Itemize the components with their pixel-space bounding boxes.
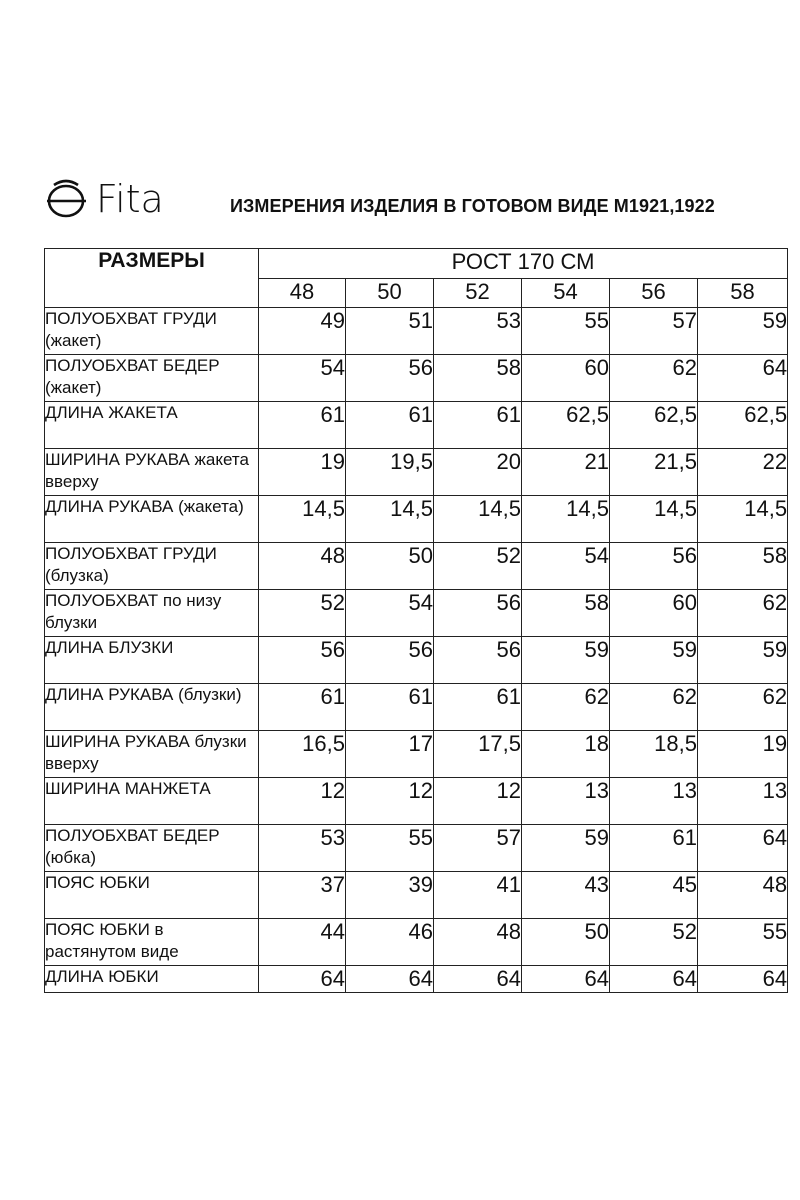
measurement-value: 64: [698, 825, 788, 872]
table-row: [45, 402, 788, 449]
measurement-value: 56: [434, 637, 522, 684]
measurement-value: 58: [698, 543, 788, 590]
measurement-value: 14,5: [610, 496, 698, 543]
measurement-label: ПОЯС ЮБКИ в растянутом виде: [45, 919, 259, 966]
measurement-value: 64: [698, 355, 788, 402]
measurement-value: 54: [346, 590, 434, 637]
measurement-rows: [45, 308, 788, 993]
size-column-header: 56: [610, 279, 698, 308]
measurement-value: 62,5: [522, 402, 610, 449]
table-row: [45, 778, 788, 825]
measurement-value: 54: [259, 355, 346, 402]
size-column-header: 54: [522, 279, 610, 308]
measurement-label: ДЛИНА РУКАВА (блузки): [45, 684, 259, 731]
measurement-value: 12: [434, 778, 522, 825]
table-row: [45, 684, 788, 731]
measurement-label: ПОЛУОБХВАТ по низу блузки: [45, 590, 259, 637]
measurement-value: 60: [610, 590, 698, 637]
measurement-value: 43: [522, 872, 610, 919]
measurement-value: 59: [610, 637, 698, 684]
measurement-value: 62: [698, 684, 788, 731]
measurement-value: 46: [346, 919, 434, 966]
measurement-value: 58: [434, 355, 522, 402]
measurement-value: 56: [346, 637, 434, 684]
table-row: [45, 590, 788, 637]
measurement-label: ПОЛУОБХВАТ ГРУДИ (жакет): [45, 308, 259, 355]
measurement-value: 12: [346, 778, 434, 825]
measurement-value: 22: [698, 449, 788, 496]
measurement-value: 45: [610, 872, 698, 919]
measurement-value: 44: [259, 919, 346, 966]
measurement-value: 48: [434, 919, 522, 966]
measurement-value: 56: [610, 543, 698, 590]
measurement-value: 14,5: [522, 496, 610, 543]
measurement-value: 13: [610, 778, 698, 825]
table-row: [45, 543, 788, 590]
measurement-label: ДЛИНА ЮБКИ: [45, 966, 259, 993]
measurement-value: 56: [346, 355, 434, 402]
measurement-value: 64: [610, 966, 698, 993]
measurement-value: 18: [522, 731, 610, 778]
table-row: [45, 308, 788, 355]
measurement-value: 50: [346, 543, 434, 590]
measurement-value: 64: [522, 966, 610, 993]
measurement-value: 57: [434, 825, 522, 872]
measurement-value: 21,5: [610, 449, 698, 496]
table-row: [45, 496, 788, 543]
measurement-value: 13: [698, 778, 788, 825]
measurement-value: 61: [259, 684, 346, 731]
measurement-value: 60: [522, 355, 610, 402]
measurement-label: ПОЛУОБХВАТ ГРУДИ (блузка): [45, 543, 259, 590]
measurement-value: 62: [698, 590, 788, 637]
measurement-value: 64: [346, 966, 434, 993]
measurement-label: ПОЯС ЮБКИ: [45, 872, 259, 919]
brand-logo: [44, 176, 164, 222]
measurement-value: 20: [434, 449, 522, 496]
measurement-value: 51: [346, 308, 434, 355]
measurement-value: 64: [698, 966, 788, 993]
page-title: ИЗМЕРЕНИЯ ИЗДЕЛИЯ В ГОТОВОМ ВИДЕ М1921,1922: [230, 196, 715, 216]
measurement-value: 37: [259, 872, 346, 919]
table-row: [45, 919, 788, 966]
size-column-header: 58: [698, 279, 788, 308]
measurement-value: 19: [698, 731, 788, 778]
table-row: [45, 449, 788, 496]
measurement-value: 14,5: [434, 496, 522, 543]
brand-name: Fita: [96, 177, 164, 221]
measurement-value: 12: [259, 778, 346, 825]
measurement-value: 50: [522, 919, 610, 966]
table-row: [45, 825, 788, 872]
table-row: [45, 966, 788, 993]
measurement-value: 64: [434, 966, 522, 993]
measurement-value: 62,5: [610, 402, 698, 449]
measurement-value: 17: [346, 731, 434, 778]
measurement-value: 39: [346, 872, 434, 919]
fita-logo-icon: [44, 179, 90, 219]
measurement-label: ШИРИНА РУКАВА блузки вверху: [45, 731, 259, 778]
measurement-value: 52: [259, 590, 346, 637]
measurement-value: 14,5: [259, 496, 346, 543]
measurement-value: 62: [522, 684, 610, 731]
measurement-value: 58: [522, 590, 610, 637]
measurement-value: 61: [259, 402, 346, 449]
measurement-value: 52: [610, 919, 698, 966]
measurement-value: 17,5: [434, 731, 522, 778]
measurement-value: 62: [610, 684, 698, 731]
measurement-value: 53: [434, 308, 522, 355]
measurement-value: 61: [346, 402, 434, 449]
measurement-value: 59: [522, 637, 610, 684]
measurement-value: 64: [259, 966, 346, 993]
table-row: [45, 637, 788, 684]
measurement-label: ПОЛУОБХВАТ БЕДЕР (жакет): [45, 355, 259, 402]
measurement-value: 55: [346, 825, 434, 872]
table-row: [45, 731, 788, 778]
measurement-value: 62: [610, 355, 698, 402]
measurement-label: ШИРИНА РУКАВА жакета вверху: [45, 449, 259, 496]
measurement-value: 61: [434, 402, 522, 449]
measurement-value: 61: [610, 825, 698, 872]
measurement-value: 61: [346, 684, 434, 731]
measurement-value: 56: [259, 637, 346, 684]
measurement-value: 61: [434, 684, 522, 731]
measurement-value: 48: [259, 543, 346, 590]
measurement-label: ДЛИНА РУКАВА (жакета): [45, 496, 259, 543]
measurement-value: 59: [522, 825, 610, 872]
measurement-label: ДЛИНА БЛУЗКИ: [45, 637, 259, 684]
height-header: РОСТ 170 СМ: [259, 249, 788, 279]
measurement-value: 48: [698, 872, 788, 919]
measurement-value: 18,5: [610, 731, 698, 778]
measurement-value: 55: [698, 919, 788, 966]
measurement-value: 54: [522, 543, 610, 590]
table-row: [45, 872, 788, 919]
measurement-value: 41: [434, 872, 522, 919]
measurement-value: 59: [698, 637, 788, 684]
size-column-header: 52: [434, 279, 522, 308]
measurement-value: 14,5: [346, 496, 434, 543]
measurement-value: 62,5: [698, 402, 788, 449]
measurement-value: 16,5: [259, 731, 346, 778]
measurement-value: 59: [698, 308, 788, 355]
measurement-label: ПОЛУОБХВАТ БЕДЕР (юбка): [45, 825, 259, 872]
measurement-value: 19: [259, 449, 346, 496]
measurement-value: 55: [522, 308, 610, 355]
sizes-header: РАЗМЕРЫ: [45, 249, 259, 308]
measurement-value: 14,5: [698, 496, 788, 543]
measurement-value: 49: [259, 308, 346, 355]
table-row: [45, 355, 788, 402]
measurement-value: 13: [522, 778, 610, 825]
measurement-value: 19,5: [346, 449, 434, 496]
measurement-value: 21: [522, 449, 610, 496]
measurement-value: 57: [610, 308, 698, 355]
size-column-header: 48: [259, 279, 346, 308]
measurement-value: 52: [434, 543, 522, 590]
size-chart-table: [44, 248, 788, 993]
measurement-label: ДЛИНА ЖАКЕТА: [45, 402, 259, 449]
measurement-value: 53: [259, 825, 346, 872]
size-column-header: 50: [346, 279, 434, 308]
measurement-value: 56: [434, 590, 522, 637]
measurement-label: ШИРИНА МАНЖЕТА: [45, 778, 259, 825]
